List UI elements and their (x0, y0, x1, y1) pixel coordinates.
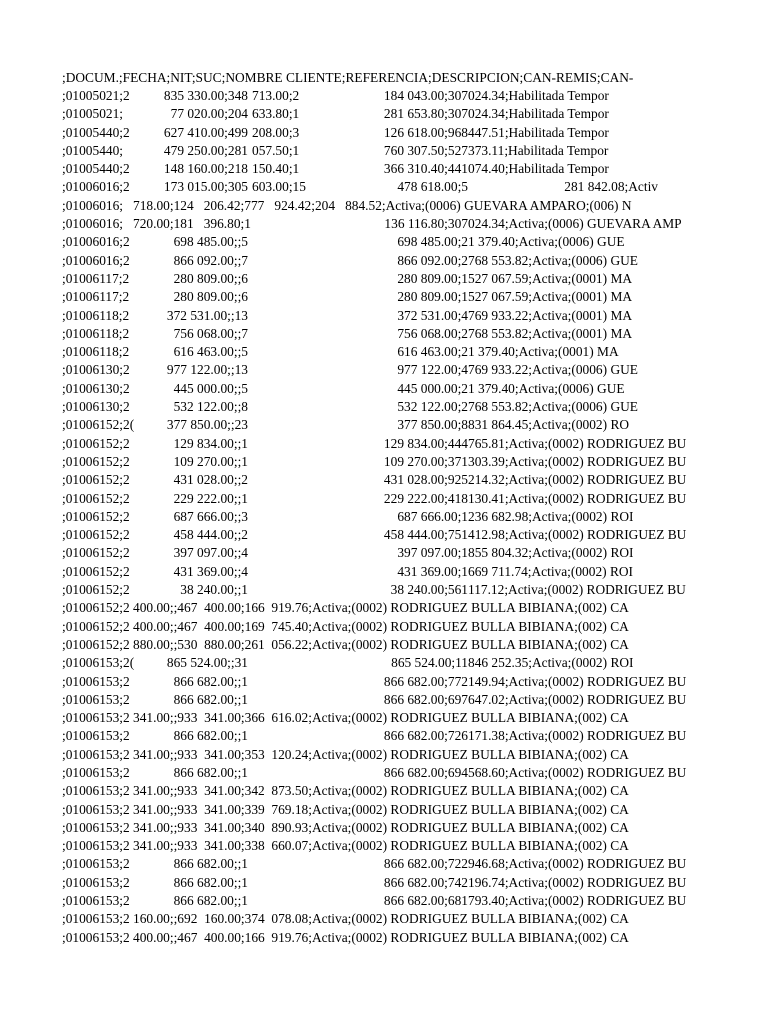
row-description: 527 067.59;Activa;(0001) MA (468, 270, 633, 286)
row-description: 768 553.82;Activa;(0006) GUE (468, 399, 638, 415)
row-description: 1 379.40;Activa;(0006) GUE (468, 234, 625, 250)
table-row (62, 416, 658, 434)
table-row (62, 746, 658, 764)
row-document: ;01006016;2 (62, 234, 130, 250)
table-row (62, 929, 658, 947)
row-description: 855 804.32;Activa;(0002) ROI (468, 545, 634, 561)
table-row (62, 490, 687, 508)
row-amount-left: 148 160.00;218 (163, 161, 248, 177)
row-document: ;01005440;2 (62, 161, 130, 177)
row-amount-left: 431 369.00;;4 (173, 563, 248, 579)
row-description: 1 379.40;Activa;(0001) MA (468, 344, 619, 360)
row-amount-right: 687 666.00;1 (397, 508, 468, 524)
table-row (62, 581, 686, 599)
row-amount-mid: 150.40;1 (252, 161, 300, 177)
row-document: ;01006117;2 (62, 270, 130, 286)
row-text: ;01006016; 718.00;124 206.42;777 924.42;204 884.52;Activa;(0006) GUEVARA AMPARO;(006) N (62, 197, 632, 213)
row-text: ;01006153;2 341.00;;933 341.00;340 890.93;Activa;(0002) RODRIGUEZ BULLA BIBIANA;(002) CA (62, 819, 629, 835)
row-document: ;01006152;2 (62, 545, 130, 561)
row-amount-left: 109 270.00;;1 (173, 453, 248, 469)
table-row (62, 910, 658, 928)
row-document: ;01005440; (62, 142, 124, 158)
row-description: 149.94;Activa;(0002) RODRIGUEZ BU (468, 673, 687, 689)
row-amount-left: 377 850.00;;23 (166, 417, 248, 433)
row-amount-right: 372 531.00;4 (397, 307, 468, 323)
row-amount-right: 431 369.00;1 (397, 563, 468, 579)
table-row (62, 691, 687, 709)
table-row (62, 782, 658, 800)
row-amount-left: 38 240.00;;1 (180, 582, 248, 598)
table-row (62, 819, 658, 837)
row-document: ;01006118;2 (62, 307, 130, 323)
table-row (62, 160, 658, 178)
table-row (62, 764, 687, 782)
row-document: ;01006118;2 (62, 325, 130, 341)
row-amount-right: 866 682.00;742 (383, 874, 468, 890)
row-amount-right: 377 850.00;8 (397, 417, 468, 433)
row-amount-right: 760 307.50;527 (383, 142, 468, 158)
table-row (62, 197, 658, 215)
row-document: ;01006153;2 (62, 764, 130, 780)
row-amount-left: 866 682.00;;1 (173, 691, 248, 707)
row-amount-left: 866 682.00;;1 (173, 856, 248, 872)
row-description: 214.32;Activa;(0002) RODRIGUEZ BU (468, 472, 687, 488)
row-amount-left: 627 410.00;499 (163, 124, 248, 140)
row-amount-right: 866 682.00;722 (383, 856, 468, 872)
table-row (62, 398, 658, 416)
row-description: 846 252.35;Activa;(0002) ROI (468, 655, 634, 671)
table-row (62, 508, 658, 526)
row-amount-right: 756 068.00;2 (397, 325, 468, 341)
table-row (62, 252, 658, 270)
row-description: 236 682.98;Activa;(0002) ROI (468, 508, 634, 524)
row-document: ;01006153;2 (62, 691, 130, 707)
row-document: ;01006117;2 (62, 289, 130, 305)
row-amount-left: 458 444.00;;2 (173, 527, 248, 543)
table-row (62, 288, 658, 306)
row-amount-right: 458 444.00;751 (383, 527, 468, 543)
row-amount-left: 756 068.00;;7 (173, 325, 248, 341)
row-description: 647.02;Activa;(0002) RODRIGUEZ BU (468, 691, 687, 707)
row-description: 765.81;Activa;(0002) RODRIGUEZ BU (468, 435, 687, 451)
table-row (62, 380, 658, 398)
row-description: 946.68;Activa;(0002) RODRIGUEZ BU (468, 856, 687, 872)
table-row (62, 874, 687, 892)
row-amount-mid: 603.00;15 (252, 179, 306, 195)
row-document: ;01006153;2 (62, 673, 130, 689)
row-amount-left: 280 809.00;;6 (173, 289, 248, 305)
row-description: 447.51;Habilitada Tempor (468, 124, 609, 140)
row-amount-left: 431 028.00;;2 (173, 472, 248, 488)
row-description: 024.34;Activa;(0006) GUEVARA AMP (468, 216, 682, 232)
table-row (62, 801, 658, 819)
row-description: 130.41;Activa;(0002) RODRIGUEZ BU (468, 490, 687, 506)
row-text: ;01006152;2 400.00;;467 400.00;166 919.76;Activa;(0002) RODRIGUEZ BULLA BIBIANA;(002) CA (62, 600, 629, 616)
row-amount-left: 229 222.00;;1 (173, 490, 248, 506)
row-document: ;01006152;2 (62, 472, 130, 488)
table-row (62, 325, 658, 343)
table-row (62, 124, 658, 142)
row-amount-left: 372 531.00;;13 (166, 307, 248, 323)
table-row (62, 105, 658, 123)
row-description: 024.34;Habilitada Tempor (468, 106, 609, 122)
row-document: ;01006016;2 (62, 179, 130, 195)
row-amount-left: 866 092.00;;7 (173, 252, 248, 268)
row-prefix: ;01006016; 720.00;181 396.80;1 (62, 216, 251, 232)
row-amount-left: 865 524.00;;31 (166, 655, 248, 671)
table-row (62, 87, 658, 105)
row-amount-right: 866 682.00;726 (383, 728, 468, 744)
row-document: ;01005440;2 (62, 124, 130, 140)
table-row (62, 178, 658, 196)
table-row (62, 727, 687, 745)
row-amount-left: 866 682.00;;1 (173, 728, 248, 744)
row-amount-left: 866 682.00;;1 (173, 764, 248, 780)
row-document: ;01006153;2 (62, 856, 130, 872)
row-text: ;01006153;2 160.00;;692 160.00;374 078.08;Activa;(0002) RODRIGUEZ BULLA BIBIANA;(002) CA (62, 911, 629, 927)
row-text: ;01006153;2 341.00;;933 341.00;366 616.02;Activa;(0002) RODRIGUEZ BULLA BIBIANA;(002) CA (62, 710, 629, 726)
row-amount-right: 866 682.00;694 (383, 764, 468, 780)
row-document: ;01005021;2 (62, 88, 130, 103)
table-row (62, 526, 687, 544)
row-description: 769 933.22;Activa;(0006) GUE (468, 362, 638, 378)
table-row (62, 673, 687, 691)
row-amount-right: 866 682.00;772 (383, 673, 468, 689)
row-document: ;01006152;2( (62, 417, 135, 433)
row-document: ;01006153;2 (62, 893, 130, 909)
row-document: ;01006152;2 (62, 563, 130, 579)
row-amount-right: 281 653.80;307 (383, 106, 468, 122)
row-document: ;01006152;2 (62, 490, 130, 506)
row-amount-left: 866 682.00;;1 (173, 874, 248, 890)
row-amount-right: 280 809.00;1 (397, 289, 468, 305)
row-amount-left: 698 485.00;;5 (173, 234, 248, 250)
row-amount-right: 184 043.00;307 (383, 88, 468, 103)
table-row (62, 270, 658, 288)
row-document: ;01006153;2( (62, 655, 135, 671)
row-text: ;01006152;2 400.00;;467 400.00;169 745.40;Activa;(0002) RODRIGUEZ BULLA BIBIANA;(002) CA (62, 618, 629, 634)
table-row (62, 361, 658, 379)
row-amount-left: 532 122.00;;8 (173, 399, 248, 415)
table-row (62, 654, 658, 672)
row-description: 769 933.22;Activa;(0001) MA (468, 307, 633, 323)
row-description: 074.40;Habilitada Tempor (468, 161, 609, 177)
row-description: 527 067.59;Activa;(0001) MA (468, 289, 633, 305)
table-row (62, 233, 658, 251)
row-document: ;01006153;2 (62, 728, 130, 744)
row-amount-left: 173 015.00;305 (163, 179, 248, 195)
table-row (62, 892, 687, 910)
row-text: ;01006153;2 400.00;;467 400.00;166 919.76;Activa;(0002) RODRIGUEZ BULLA BIBIANA;(002) CA (62, 929, 629, 945)
row-amount-left: 77 020.00;204 (170, 106, 248, 122)
table-row (62, 563, 658, 581)
row-document: ;01006152;2 (62, 508, 130, 524)
row-amount-left: 866 682.00;;1 (173, 673, 248, 689)
row-description: 024.34;Habilitada Tempor (468, 88, 609, 103)
row-amount-right: 397 097.00;1 (397, 545, 468, 561)
row-amount-left: 866 682.00;;1 (173, 893, 248, 909)
row-amount-left: 479 250.00;281 (163, 142, 248, 158)
row-amount-right: 280 809.00;1 (397, 270, 468, 286)
row-amount-left: 977 122.00;;13 (166, 362, 248, 378)
row-amount-left: 687 666.00;;3 (173, 508, 248, 524)
row-amount-right: 109 270.00;371 (383, 453, 468, 469)
row-amount-right: 129 834.00;444 (383, 435, 468, 451)
table-row (62, 142, 658, 160)
row-amount-right: 616 463.00;2 (397, 344, 468, 360)
row-description: 281 842.08;Activ (564, 179, 658, 195)
row-description: 373.11;Habilitada Tempor (468, 142, 609, 158)
row-amount-right: 229 222.00;418 (383, 490, 468, 506)
row-document: ;01005021; (62, 106, 124, 122)
row-document: ;01006152;2 (62, 582, 130, 598)
row-amount-right: 866 092.00;2 (397, 252, 468, 268)
row-amount-mid: 208.00;3 (252, 124, 300, 140)
row-text: ;01006152;2 880.00;;530 880.00;261 056.22;Activa;(0002) RODRIGUEZ BULLA BIBIANA;(002) CA (62, 636, 629, 652)
row-document: ;01006153;2 (62, 874, 130, 890)
row-amount-left: 835 330.00;348 (163, 88, 248, 103)
row-document: ;01006130;2 (62, 362, 130, 378)
table-row (62, 599, 658, 617)
row-amount-left: 445 000.00;;5 (173, 380, 248, 396)
row-amount-left: 397 097.00;;4 (173, 545, 248, 561)
row-description: 1 379.40;Activa;(0006) GUE (468, 380, 625, 396)
row-text: ;01006153;2 341.00;;933 341.00;353 120.24;Activa;(0002) RODRIGUEZ BULLA BIBIANA;(002) CA (62, 746, 629, 762)
row-amount-mid: 633.80;1 (252, 106, 300, 122)
table-row (62, 435, 687, 453)
row-amount-right: 38 240.00;561 (390, 582, 468, 598)
table-row (62, 855, 687, 873)
row-description: 793.40;Activa;(0002) RODRIGUEZ BU (468, 893, 687, 909)
row-amount-right: 445 000.00;2 (397, 380, 468, 396)
data-rows (62, 87, 687, 947)
table-row (62, 453, 687, 471)
table-row (62, 343, 658, 361)
row-description: 303.39;Activa;(0002) RODRIGUEZ BU (468, 453, 687, 469)
row-description: 196.74;Activa;(0002) RODRIGUEZ BU (468, 874, 687, 890)
table-row (62, 471, 687, 489)
row-document: ;01006118;2 (62, 344, 130, 360)
row-amount-right: 698 485.00;2 (397, 234, 468, 250)
row-description: 412.98;Activa;(0002) RODRIGUEZ BU (468, 527, 687, 543)
row-amount-left: 280 809.00;;6 (173, 270, 248, 286)
row-document: ;01006016;2 (62, 252, 130, 268)
row-description: 568.60;Activa;(0002) RODRIGUEZ BU (468, 764, 687, 780)
row-amount-right: 126 618.00;968 (383, 124, 468, 140)
row-description: 831 864.45;Activa;(0002) RO (468, 417, 630, 433)
table-row (62, 544, 658, 562)
table-row (62, 215, 682, 233)
row-description: 669 711.74;Activa;(0002) ROI (468, 563, 634, 579)
row-amount-right: 865 524.00;11 (391, 655, 468, 671)
row-text: ;01006153;2 341.00;;933 341.00;338 660.07;Activa;(0002) RODRIGUEZ BULLA BIBIANA;(002) CA (62, 838, 629, 854)
row-amount-right: 866 682.00;697 (383, 691, 468, 707)
row-amount-right: 866 682.00;681 (383, 893, 468, 909)
row-amount-mid: 057.50;1 (252, 142, 300, 158)
row-amount-left: 616 463.00;;5 (173, 344, 248, 360)
row-document: ;01006130;2 (62, 399, 130, 415)
table-row (62, 709, 658, 727)
row-document: ;01006152;2 (62, 435, 130, 451)
row-amount-mid: 713.00;2 (252, 88, 300, 103)
row-description: 768 553.82;Activa;(0006) GUE (468, 252, 638, 268)
row-amount-right: 977 122.00;4 (397, 362, 468, 378)
row-description: 117.12;Activa;(0002) RODRIGUEZ BU (468, 582, 686, 598)
row-amount-right: 136 116.80;307 (384, 216, 468, 232)
table-row (62, 618, 658, 636)
table-row (62, 636, 658, 654)
column-header-line: ;DOCUM.;FECHA;NIT;SUC;NOMBRE CLIENTE;REFERENCIA;DESCRIPCION;CAN-REMIS;CAN- (62, 70, 634, 85)
row-description: 171.38;Activa;(0002) RODRIGUEZ BU (468, 728, 687, 744)
row-amount-right: 366 310.40;441 (383, 161, 468, 177)
row-amount-left: 129 834.00;;1 (173, 435, 248, 451)
row-document: ;01006152;2 (62, 453, 130, 469)
row-text: ;01006153;2 341.00;;933 341.00;342 873.50;Activa;(0002) RODRIGUEZ BULLA BIBIANA;(002) CA (62, 783, 629, 799)
row-document: ;01006130;2 (62, 380, 130, 396)
row-amount-right: 478 618.00;5 (397, 179, 468, 195)
row-description: 768 553.82;Activa;(0001) MA (468, 325, 633, 341)
table-row (62, 307, 658, 325)
row-amount-right: 431 028.00;925 (383, 472, 468, 488)
row-amount-right: 532 122.00;2 (397, 399, 468, 415)
table-row (62, 837, 658, 855)
row-document: ;01006152;2 (62, 527, 130, 543)
row-text: ;01006153;2 341.00;;933 341.00;339 769.18;Activa;(0002) RODRIGUEZ BULLA BIBIANA;(002) CA (62, 801, 629, 817)
